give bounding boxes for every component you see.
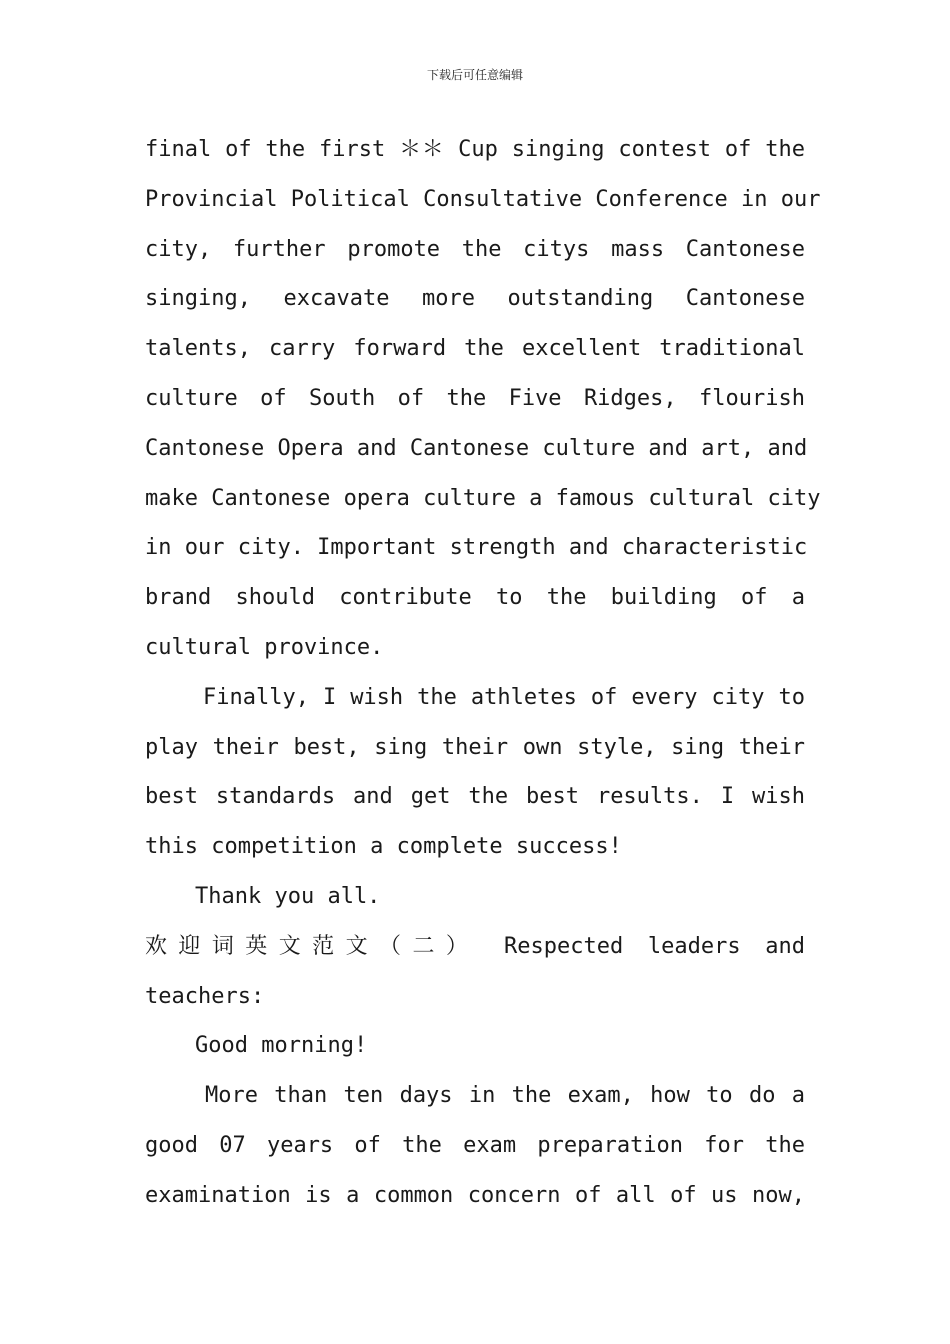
text-line: best standards and get the best results. I wish (145, 784, 805, 810)
text-line: play their best, sing their own style, sing their (145, 734, 805, 760)
text-line: Cantonese Opera and Cantonese culture and art, and (145, 435, 808, 461)
text-line: Good morning! (195, 1033, 368, 1059)
text-line: city, further promote the citys mass Cantonese (145, 236, 805, 262)
text-line: this competition a complete success! (145, 834, 622, 860)
text-line: culture of South of the Five Ridges, flourish (145, 385, 805, 411)
text-line: in our city. Important strength and characteristic (145, 535, 808, 561)
text-line: More than ten days in the exam, how to do a (205, 1083, 805, 1109)
text-line: Provincial Political Consultative Conference in our (145, 186, 821, 212)
text-line: teachers: (145, 983, 265, 1009)
text-line: final of the first ＊＊ Cup singing contest of the (145, 137, 805, 162)
document-body (145, 125, 821, 1221)
text-line: talents, carry forward the excellent traditional (145, 336, 805, 362)
page-header: 下载后可任意编辑 (426, 68, 523, 82)
text-line: singing, excavate more outstanding Cantonese (145, 286, 805, 312)
text-line: brand should contribute to the building of a (145, 585, 805, 611)
text-line: good 07 years of the exam preparation for the (145, 1132, 805, 1158)
section-heading: 欢迎词英文范文（二） Respected leaders and (145, 933, 805, 959)
text-line: Thank you all. (195, 883, 381, 909)
text-line: cultural province. (145, 634, 384, 660)
text-line: examination is a common concern of all of us now, (145, 1182, 805, 1208)
text-line: make Cantonese opera culture a famous cultural city (145, 485, 821, 511)
text-line: Finally, I wish the athletes of every city to (203, 684, 805, 710)
